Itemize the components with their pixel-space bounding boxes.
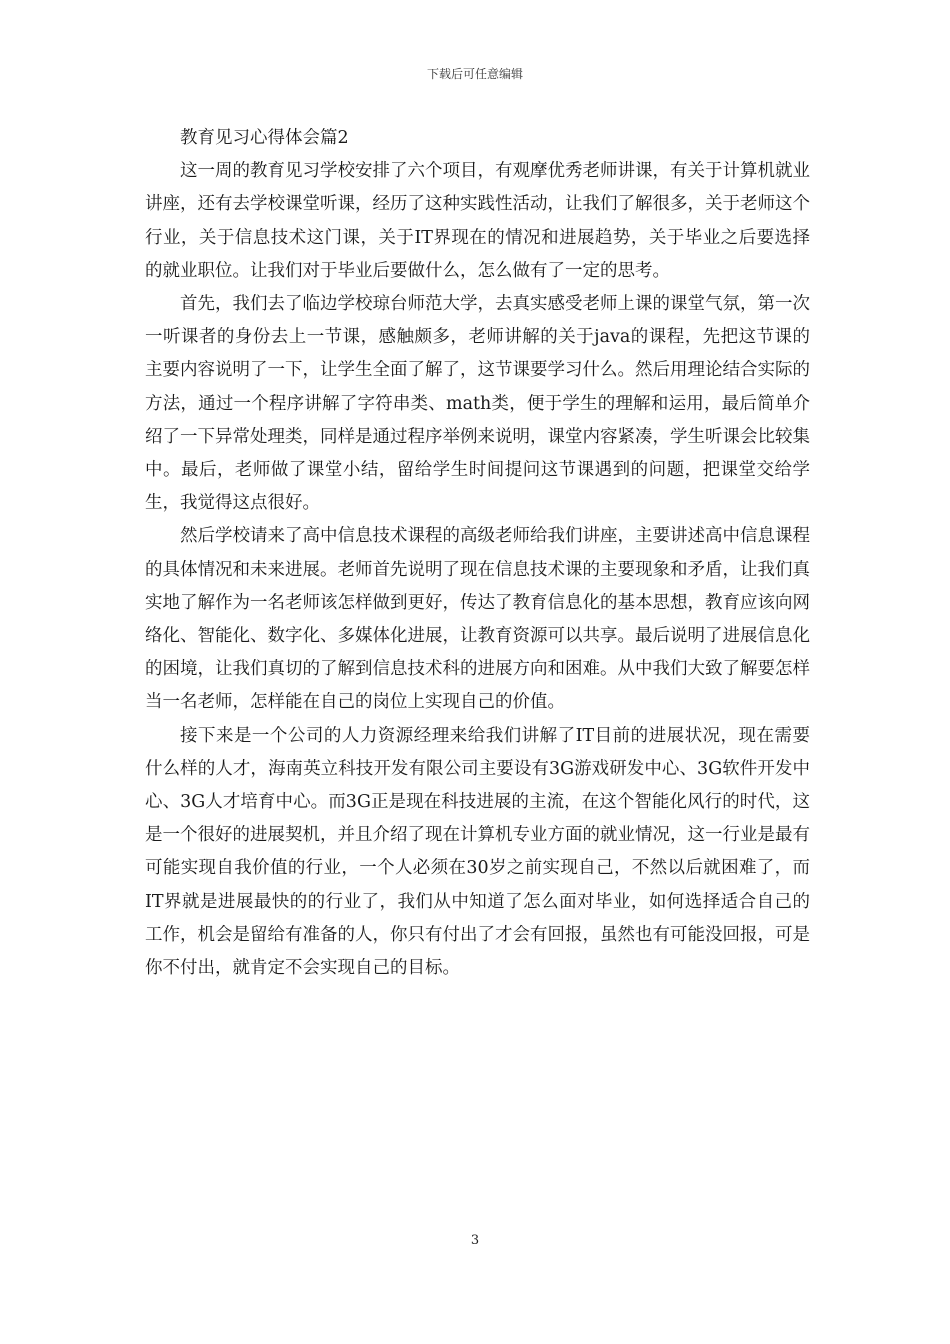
- page-number: 3: [470, 1233, 480, 1248]
- paragraph-1: 这一周的教育见习学校安排了六个项目，有观摩优秀老师讲课，有关于计算机就业讲座，还有去学校课堂听课，经历了这种实践性活动，让我们了解很多，关于老师这个行业，关于信息技术这门课，关于IT界现在的情况和进展趋势，关于毕业之后要选择的就业职位。让我们对于毕业后要做什么，怎么做有了一定的思考。: [145, 161, 810, 281]
- document-body: [145, 122, 810, 985]
- paragraph-4: 接下来是一个公司的人力资源经理来给我们讲解了IT目前的进展状况，现在需要什么样的人才，海南英立科技开发有限公司主要设有3G游戏研发中心、3G软件开发中心、3G人才培育中心。而3G正是现在科技进展的主流，在这个智能化风行的时代，这是一个很好的进展契机，并且介绍了现在计算机专业方面的就业情况，这一行业是最有可能实现自我价值的行业，一个人必须在30岁之前实现自己，不然以后就困难了，而IT界就是进展最快的的行业了，我们从中知道了怎么面对毕业，如何选择适合自己的工作，机会是留给有准备的人，你只有付出了才会有回报，虽然也有可能没回报，可是你不付出，就肯定不会实现自己的目标。: [145, 725, 810, 979]
- section-title: 教育见习心得体会篇2: [180, 128, 349, 148]
- paragraph-2: 首先，我们去了临边学校琼台师范大学，去真实感受老师上课的课堂气氛，第一次一听课者的身份去上一节课，感触颇多，老师讲解的关于java的课程，先把这节课的主要内容说明了一下，让学生全面了解了，这节课要学习什么。然后用理论结合实际的方法，通过一个程序讲解了字符串类、math类，便于学生的理解和运用，最后简单介绍了一下异常处理类，同样是通过程序举例来说明，课堂内容紧凑，学生听课会比较集中。最后，老师做了课堂小结，留给学生时间提问这节课遇到的问题，把课堂交给学生，我觉得这点很好。: [145, 294, 810, 514]
- page-header: 下载后可任意编辑: [426, 67, 523, 81]
- paragraph-3: 然后学校请来了高中信息技术课程的高级老师给我们讲座，主要讲述高中信息课程的具体情况和未来进展。老师首先说明了现在信息技术课的主要现象和矛盾，让我们真实地了解作为一名老师该怎样做到更好，传达了教育信息化的基本思想，教育应该向网络化、智能化、数字化、多媒体化进展，让教育资源可以共享。最后说明了进展信息化的困境，让我们真切的了解到信息技术科的进展方向和困难。从中我们大致了解要怎样当一名老师，怎样能在自己的岗位上实现自己的价值。: [145, 526, 810, 713]
